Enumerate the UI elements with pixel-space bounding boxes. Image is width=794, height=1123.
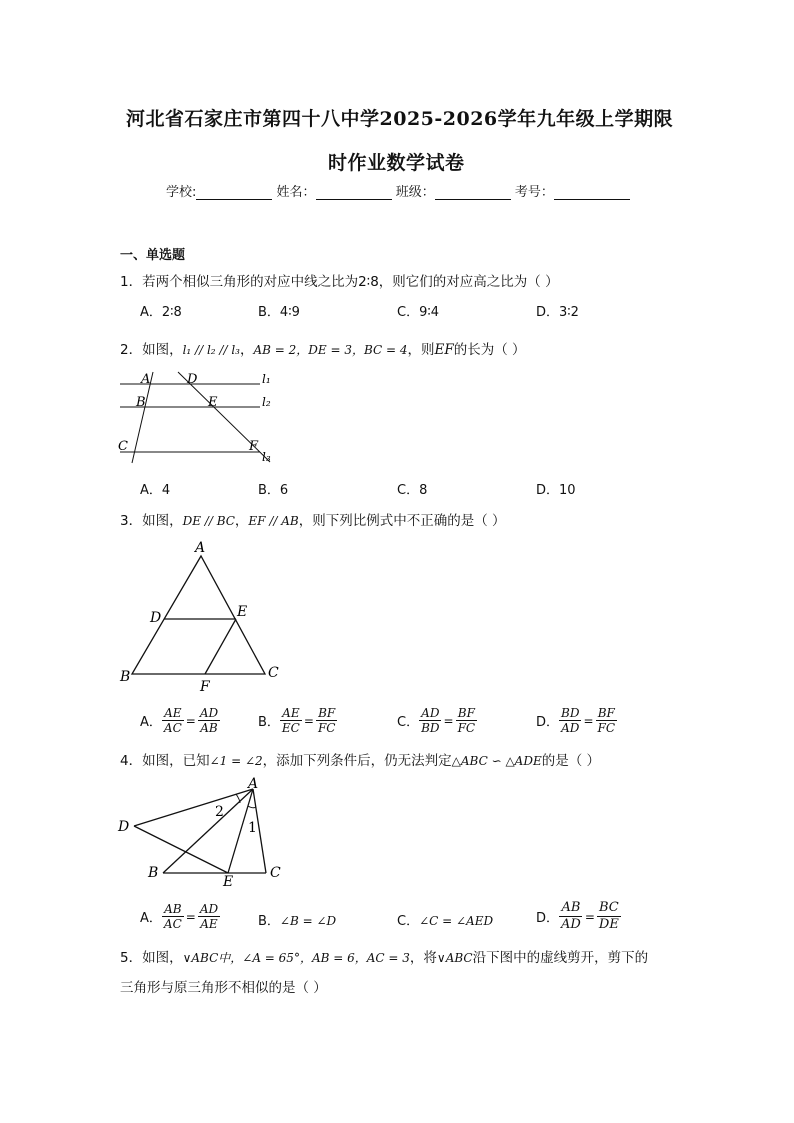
q4-mid: ，添加下列条件后，仍无法判定 [262, 753, 452, 769]
exam-number-label: 考号： [514, 185, 554, 200]
q1-option-d[interactable]: D．3∶2 [536, 305, 579, 320]
label-b: B [120, 669, 131, 685]
fraction: $\frac{BF}{FC}$ [317, 706, 336, 735]
label-f: F [200, 679, 210, 695]
q5-mid: ，将 [409, 950, 437, 966]
fraction: $\frac{AB}{AD}$ [561, 900, 581, 932]
label-d: D [187, 372, 198, 387]
school-label: 学校: [166, 185, 197, 200]
label-l1: l₁ [262, 372, 271, 386]
page-title-line1: 河北省石家庄市第四十八中学2025-2026学年九年级上学期限 [126, 108, 674, 130]
q3-mid: ， [234, 513, 249, 529]
q2-expr-lengths: AB = 2，DE = 3，BC = 4 [253, 343, 408, 357]
label-e: E [223, 874, 234, 888]
label-c: C [270, 865, 281, 881]
q4-option-c-label: C． [397, 914, 420, 929]
page-title-line2: 时作业数学试卷 [328, 152, 465, 174]
label-2: 2 [215, 804, 224, 820]
q2-expr-parallel: l₁ // l₂ // l₃ [182, 343, 240, 357]
q3-figure [112, 536, 292, 696]
fraction: $\frac{BF}{FC}$ [597, 706, 616, 735]
q3-expr-de-bc: DE // BC [182, 514, 235, 528]
q5-suffix: 沿下图中的虚线剪开，剪下的 [472, 950, 649, 966]
question-1-stem: 1．若两个相似三角形的对应中线之比为2∶8，则它们的对应高之比为（ ） [120, 274, 559, 290]
q3-option-c[interactable]: C． $\frac{AD}{BD}$ = $\frac{BF}{FC}$ [397, 706, 476, 735]
segment-ef [205, 619, 236, 674]
fraction: $\frac{AD}{BD}$ [421, 706, 440, 735]
angle-1-arc [248, 806, 256, 808]
q5-expr-given: ∨ABC中，∠A = 65°，AB = 6，AC = 3 [182, 951, 410, 965]
student-info-row [166, 181, 630, 200]
label-a: A [248, 776, 259, 792]
fraction: $\frac{BF}{FC}$ [457, 706, 476, 735]
q5-prefix: 5．如图， [120, 950, 183, 966]
q4-suffix: 的是（ ） [541, 753, 601, 769]
q4-figure [112, 776, 292, 888]
q2-option-b[interactable]: B．6 [258, 483, 289, 498]
q4-option-c[interactable] [397, 910, 493, 929]
fraction: $\frac{AE}{EC}$ [281, 706, 300, 735]
q2-mid: ， [239, 342, 254, 358]
q3-option-c-label: C． [397, 715, 420, 730]
q4-prefix: 4．如图，已知 [120, 753, 210, 769]
fraction: $\frac{BD}{AD}$ [561, 706, 580, 735]
label-e: E [208, 395, 218, 410]
question-3-stem [120, 509, 506, 529]
label-l2: l₂ [262, 395, 271, 409]
label-1: 1 [248, 820, 257, 836]
label-c: C [118, 439, 128, 454]
q3-option-a[interactable]: A． $\frac{AE}{AC}$ = $\frac{AD}{AB}$ [140, 706, 219, 735]
label-l3: l₃ [262, 450, 271, 464]
label-c: C [268, 665, 279, 681]
label-f: F [249, 439, 259, 454]
q2-suffix1: ，则 [407, 342, 435, 358]
q2-expr-ef: EF [434, 342, 454, 358]
question-5-stem-line2: 三角形与原三角形不相似的是（ ） [120, 980, 327, 996]
fraction: $\frac{BC}{DE}$ [598, 900, 619, 932]
school-field[interactable] [196, 185, 272, 200]
label-a: A [141, 372, 151, 387]
q3-suffix: ，则下列比例式中不正确的是（ ） [298, 513, 506, 529]
question-4-stem [120, 749, 600, 769]
q2-option-a[interactable]: A．4 [140, 483, 171, 498]
q3-option-b[interactable]: B． $\frac{AE}{EC}$ = $\frac{BF}{FC}$ [258, 706, 336, 735]
label-d: D [150, 610, 162, 626]
q4-option-b[interactable] [258, 910, 336, 929]
q2-option-d[interactable]: D．10 [536, 483, 576, 498]
class-field[interactable] [435, 185, 511, 200]
q3-option-d-label: D． [536, 715, 560, 730]
q4-option-a[interactable]: A． $\frac{AB}{AC}$ = $\frac{AD}{AE}$ [140, 902, 219, 931]
q1-option-c[interactable]: C．9∶4 [397, 305, 440, 320]
label-a: A [195, 540, 206, 556]
angle-2-arc [236, 794, 240, 803]
q4-option-c-expr: ∠C = ∠AED [419, 914, 494, 928]
section-heading: 一、单选题 [120, 248, 186, 263]
q5-expr-triangle: ∨ABC [436, 951, 473, 965]
q2-figure [112, 366, 282, 468]
label-d: D [118, 819, 130, 835]
q2-option-c[interactable]: C．8 [397, 483, 428, 498]
q3-option-a-label: A． [140, 715, 162, 730]
q4-option-b-expr: ∠B = ∠D [279, 914, 337, 928]
q4-option-a-label: A． [140, 911, 162, 926]
segment-ad [134, 789, 253, 826]
q4-option-d-label: D． [536, 911, 560, 926]
q2-suffix2: 的长为（ ） [453, 342, 526, 358]
q1-option-a[interactable]: A．2∶8 [140, 305, 182, 320]
q4-option-d[interactable]: D． $\frac{AB}{AD}$ = $\frac{BC}{DE}$ [536, 900, 619, 932]
q4-expr-similar: △ABC ∽ △ADE [451, 754, 542, 768]
q4-expr-angles: ∠1 = ∠2 [209, 754, 263, 768]
q3-option-b-label: B． [258, 715, 280, 730]
q2-prefix: 2．如图， [120, 342, 183, 358]
name-label: 姓名： [276, 185, 316, 200]
fraction: $\frac{AE}{AC}$ [163, 706, 182, 735]
q1-option-b[interactable]: B．4∶9 [258, 305, 300, 320]
question-2-stem [120, 338, 526, 358]
class-label: 班级： [395, 185, 435, 200]
q3-option-d[interactable]: D． $\frac{BD}{AD}$ = $\frac{BF}{FC}$ [536, 706, 616, 735]
fraction: $\frac{AD}{AB}$ [199, 706, 219, 735]
question-5-stem-line1 [120, 946, 648, 966]
exam-number-field[interactable] [554, 185, 630, 200]
label-e: E [237, 604, 248, 620]
name-field[interactable] [316, 185, 392, 200]
q3-expr-ef-ab: EF // AB [248, 514, 299, 528]
fraction: $\frac{AB}{AC}$ [163, 902, 182, 931]
fraction: $\frac{AD}{AE}$ [199, 902, 219, 931]
label-b: B [148, 865, 159, 881]
label-b: B [136, 395, 146, 410]
q4-option-b-label: B． [258, 914, 280, 929]
q3-prefix: 3．如图， [120, 513, 183, 529]
